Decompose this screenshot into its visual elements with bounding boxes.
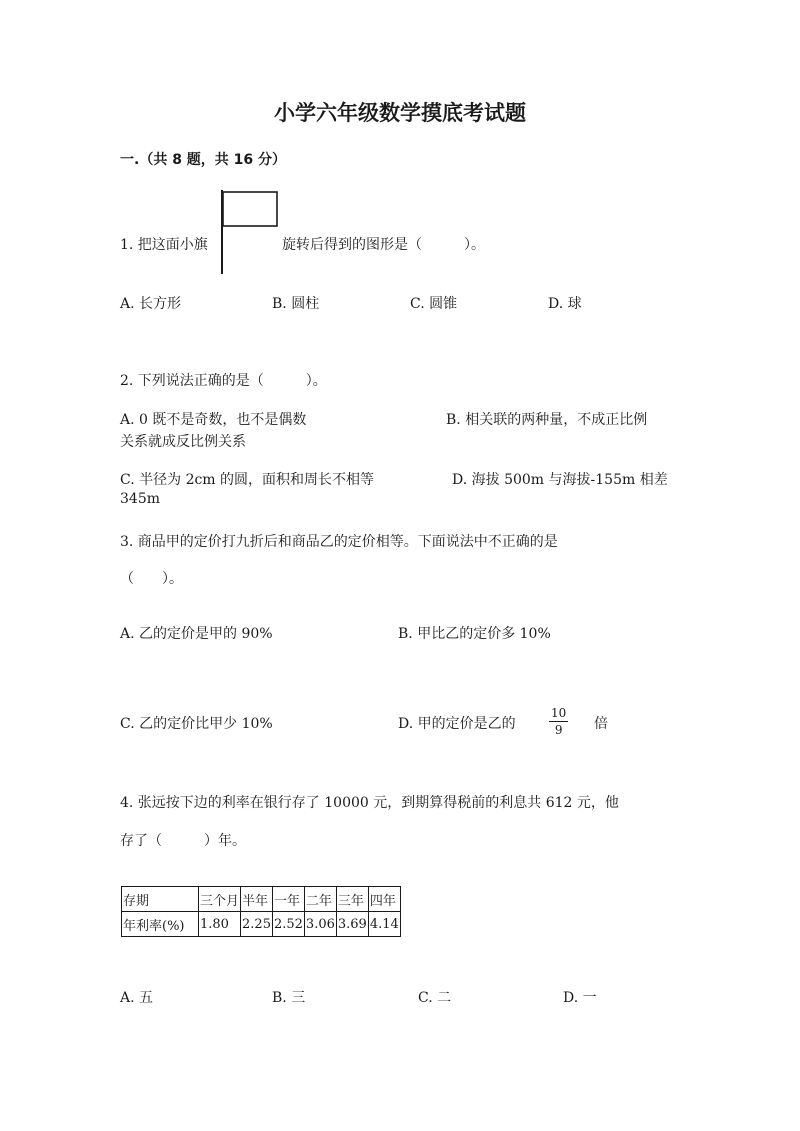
- q4-text-cont: 存了（ ）年。: [120, 833, 246, 849]
- q1-option-a[interactable]: A. 长方形: [120, 296, 182, 312]
- q4-text: 4. 张远按下边的利率在银行存了 10000 元，到期算得税前的利息共 612 元，他: [120, 795, 619, 811]
- q4-option-d[interactable]: D. 一: [563, 990, 597, 1006]
- table-cell: 三年: [336, 887, 368, 912]
- q3-fraction: [549, 707, 568, 736]
- q1-option-b[interactable]: B. 圆柱: [272, 296, 320, 312]
- q3-option-d[interactable]: D. 甲的定价是乙的: [398, 716, 516, 732]
- q2-option-b-cont: 关系就成反比例关系: [120, 434, 246, 450]
- table-cell: 三个月: [199, 887, 241, 912]
- interest-rate-table: [121, 886, 401, 937]
- table-cell: 半年: [241, 887, 273, 912]
- table-cell: 一年: [272, 887, 304, 912]
- flag-figure: [218, 190, 282, 276]
- fraction-denominator: 9: [554, 723, 563, 737]
- q2-option-a[interactable]: A. 0 既不是奇数，也不是偶数: [120, 412, 307, 428]
- table-cell: 4.14: [368, 912, 400, 937]
- q3-option-b[interactable]: B. 甲比乙的定价多 10%: [398, 626, 551, 642]
- fraction-numerator: 10: [551, 706, 567, 720]
- q2-option-d[interactable]: D. 海拔 500m 与海拔-155m 相差: [452, 472, 668, 488]
- q3-text: 3. 商品甲的定价打九折后和商品乙的定价相等。下面说法中不正确的是: [120, 534, 558, 550]
- table-header-row: [122, 887, 401, 912]
- page-title: 小学六年级数学摸底考试题: [274, 101, 526, 125]
- q3-option-a[interactable]: A. 乙的定价是甲的 90%: [120, 626, 273, 642]
- table-cell: 3.06: [304, 912, 336, 937]
- q1-text-before: 1. 把这面小旗: [120, 237, 208, 253]
- table-cell: 四年: [368, 887, 400, 912]
- q3-option-c[interactable]: C. 乙的定价比甲少 10%: [120, 716, 273, 732]
- q4-option-b[interactable]: B. 三: [272, 990, 306, 1006]
- q2-option-d-cont: 345m: [120, 491, 160, 507]
- q2-option-c[interactable]: C. 半径为 2cm 的圆，面积和周长不相等: [120, 472, 375, 488]
- q2-option-b[interactable]: B. 相关联的两种量，不成正比例: [446, 412, 648, 428]
- q2-text: 2. 下列说法正确的是（ ）。: [120, 373, 327, 389]
- table-cell: 2.52: [272, 912, 304, 937]
- table-cell: 1.80: [199, 912, 241, 937]
- q1-option-c[interactable]: C. 圆锥: [410, 296, 458, 312]
- table-cell: 3.69: [336, 912, 368, 937]
- q1-option-d[interactable]: D. 球: [548, 296, 582, 312]
- q1-text-after: 旋转后得到的图形是（ ）。: [282, 237, 485, 253]
- table-cell: 年利率(%): [122, 912, 199, 937]
- q3-text-cont: （ ）。: [120, 571, 183, 587]
- table-cell: 2.25: [241, 912, 273, 937]
- q3-option-d-suffix: 倍: [594, 716, 608, 732]
- q4-option-c[interactable]: C. 二: [418, 990, 452, 1006]
- table-cell: 存期: [122, 887, 199, 912]
- q4-option-a[interactable]: A. 五: [120, 990, 154, 1006]
- table-cell: 二年: [304, 887, 336, 912]
- section-heading: 一.（共 8 题，共 16 分）: [120, 152, 287, 168]
- table-row: [122, 912, 401, 937]
